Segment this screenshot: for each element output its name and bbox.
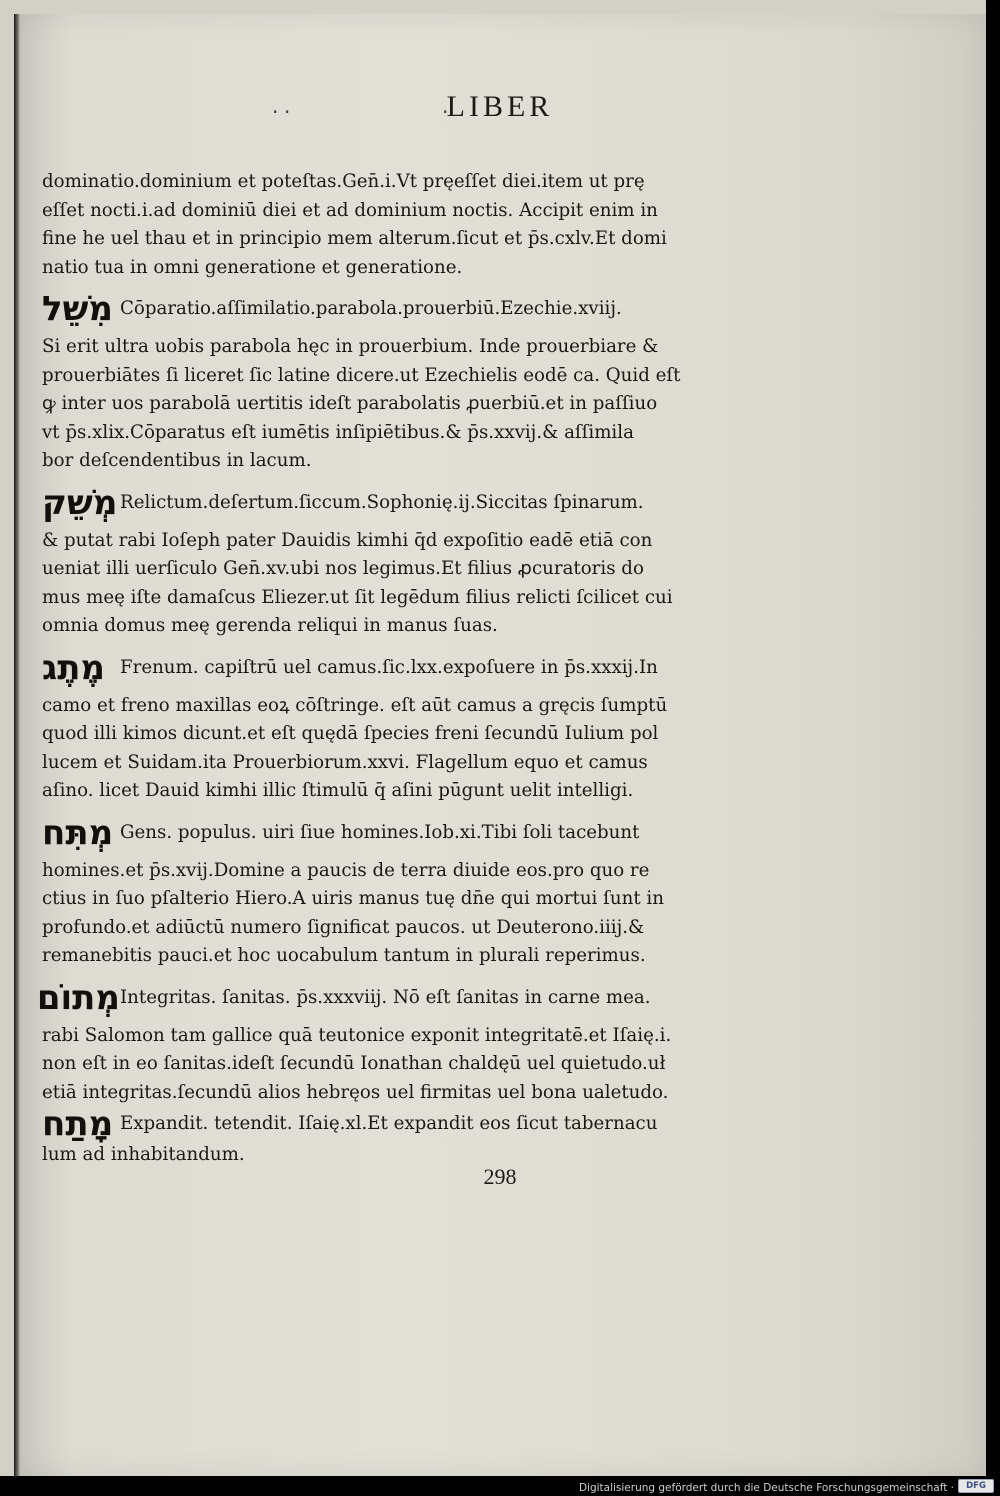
- ornament-mark-right: ·: [442, 100, 449, 124]
- dictionary-entry: [36, 977, 722, 1018]
- text-line: homines.et p̄s.xvij.Domine a paucis de terra diuide eos.pro quo re: [42, 859, 650, 881]
- text-line: etiā integritas.ſecundū alios hebręos uel firmitas uel bona ualetudo.: [42, 1081, 669, 1103]
- hebrew-headword: מְתוֹם: [36, 977, 120, 1018]
- entry-heading: Cōparatio.aſſimilatio.parabola.prouerbiū.Ezechie.xviij.: [120, 298, 622, 319]
- text-line: fine he uel thau et in principio mem alterum.ſicut et p̄s.cxlv.Et domi: [42, 228, 667, 249]
- text-line: lucem et Suidam.ita Prouerbiorum.xxvi. Flagellum equo et camus: [42, 751, 648, 773]
- hebrew-headword: מְתִּח: [42, 812, 114, 853]
- dictionary-entry: [42, 1104, 722, 1144]
- text-line: lum ad inhabitandum.: [42, 1144, 245, 1165]
- text-line: remanebitis pauci.et hoc uocabulum tantum in plurali reperimus.: [42, 945, 646, 966]
- hebrew-headword: מֶתֶג: [42, 647, 106, 688]
- text-line: eſſet nocti.i.ad dominiū diei et ad dominium noctis. Accipit enim in: [42, 199, 658, 221]
- text-line: camo et freno maxillas eoꝝ cōſtringe. eſt aūt camus a gręcis ſumptū: [42, 694, 668, 716]
- dictionary-entry: [42, 289, 722, 329]
- text-line: profundo.et adiūctū numero ſignificat paucos. ut Deuterono.iiij.&: [42, 916, 645, 938]
- hebrew-headword: מָתַח: [42, 1104, 114, 1144]
- dictionary-entry: [42, 483, 722, 523]
- entry-heading: Gens. populus. uiri ſiue homines.Iob.xi.Tibi ſoli tacebunt: [120, 821, 640, 843]
- text-line: non eſt in eo ſanitas.ideſt ſecundū Ionathan chaldęū uel quietudo.uł: [42, 1053, 666, 1074]
- ornament-mark-left: ·: [272, 100, 279, 124]
- dictionary-entry: [42, 813, 722, 853]
- hebrew-headword: מִשֵׁל: [42, 289, 113, 329]
- text-line: aſino. licet Dauid kimhi illic ſtimulū q̄ aſini pūgunt uelit intelligi.: [42, 780, 634, 801]
- text-line: ueniat illi uerſiculo Gen̄.xv.ubi nos legimus.Et filius ꝓcuratoris do: [42, 558, 644, 579]
- entry-heading: Relictum.deſertum.ſiccum.Sophonię.ij.Siccitas ſpinarum.: [120, 491, 644, 513]
- entry-heading: Frenum. capiſtrū uel camus.ſic.lxx.expoſuere in p̄s.xxxij.In: [120, 656, 658, 678]
- dictionary-entry: [42, 648, 722, 688]
- entry-heading: Expandit. tetendit. Iſaię.xl.Et expandit eos ſicut tabernacu: [120, 1113, 658, 1134]
- book-page: [14, 14, 986, 1476]
- digitization-credit: Digitalisierung gefördert durch die Deutsche Forschungsgemeinschaft ·: [578, 1482, 954, 1494]
- running-head: LIBER: [446, 90, 554, 123]
- text-line: quod illi kimos dicunt.et eſt quędā ſpecies freni ſecundū Iulium pol: [42, 723, 659, 744]
- main-text: [36, 168, 722, 1170]
- text-line: prouerbiātes ſi liceret ſic latine dicere.ut Ezechielis eodē ca. Quid eſt: [42, 364, 681, 386]
- text-line: dominatio.dominium et poteſtas.Gen̄.i.Vt pręeſſet diei.item ut prę: [42, 171, 645, 192]
- text-line: ctius in ſuo pſalterio Hiero.A uiris manus tuę dn̄e qui mortui ſunt in: [42, 888, 664, 909]
- text-line: natio tua in omni generatione et generatione.: [42, 256, 463, 278]
- dfg-logo: DFG: [958, 1479, 994, 1493]
- text-line: & putat rabi Ioſeph pater Dauidis kimhi q̄d expoſitio eadē etiā con: [42, 529, 653, 551]
- text-line: bor deſcendentibus in lacum.: [42, 450, 312, 471]
- ornament-mark-left-2: ·: [284, 100, 291, 124]
- text-line: vt p̄s.xlix.Cōparatus eſt iumētis inſipiētibus.& p̄s.xxvij.& aſſimila: [42, 421, 634, 443]
- text-line: Si erit ultra uobis parabola hęc in prouerbium. Inde prouerbiare &: [42, 336, 659, 357]
- text-line: rabi Salomon tam gallice quā teutonice exponit integritatē.et Iſaię.i.: [42, 1024, 672, 1046]
- text-line: omnia domus meę gerenda reliqui in manus ſuas.: [42, 615, 498, 636]
- entry-heading: Integritas. ſanitas. p̄s.xxxviij. Nō eſt ſanitas in carne mea.: [120, 986, 651, 1008]
- hebrew-headword: מְשֵׁק: [42, 482, 118, 523]
- page-number: 298: [483, 1164, 517, 1189]
- text-line: ꝙ inter uos parabolā uertitis ideſt parabolatis ꝓuerbiū.et in paſſiuo: [42, 393, 658, 414]
- text-line: mus meę iſte damaſcus Eliezer.ut ſit legēdum filius relicti ſcilicet cui: [42, 586, 673, 608]
